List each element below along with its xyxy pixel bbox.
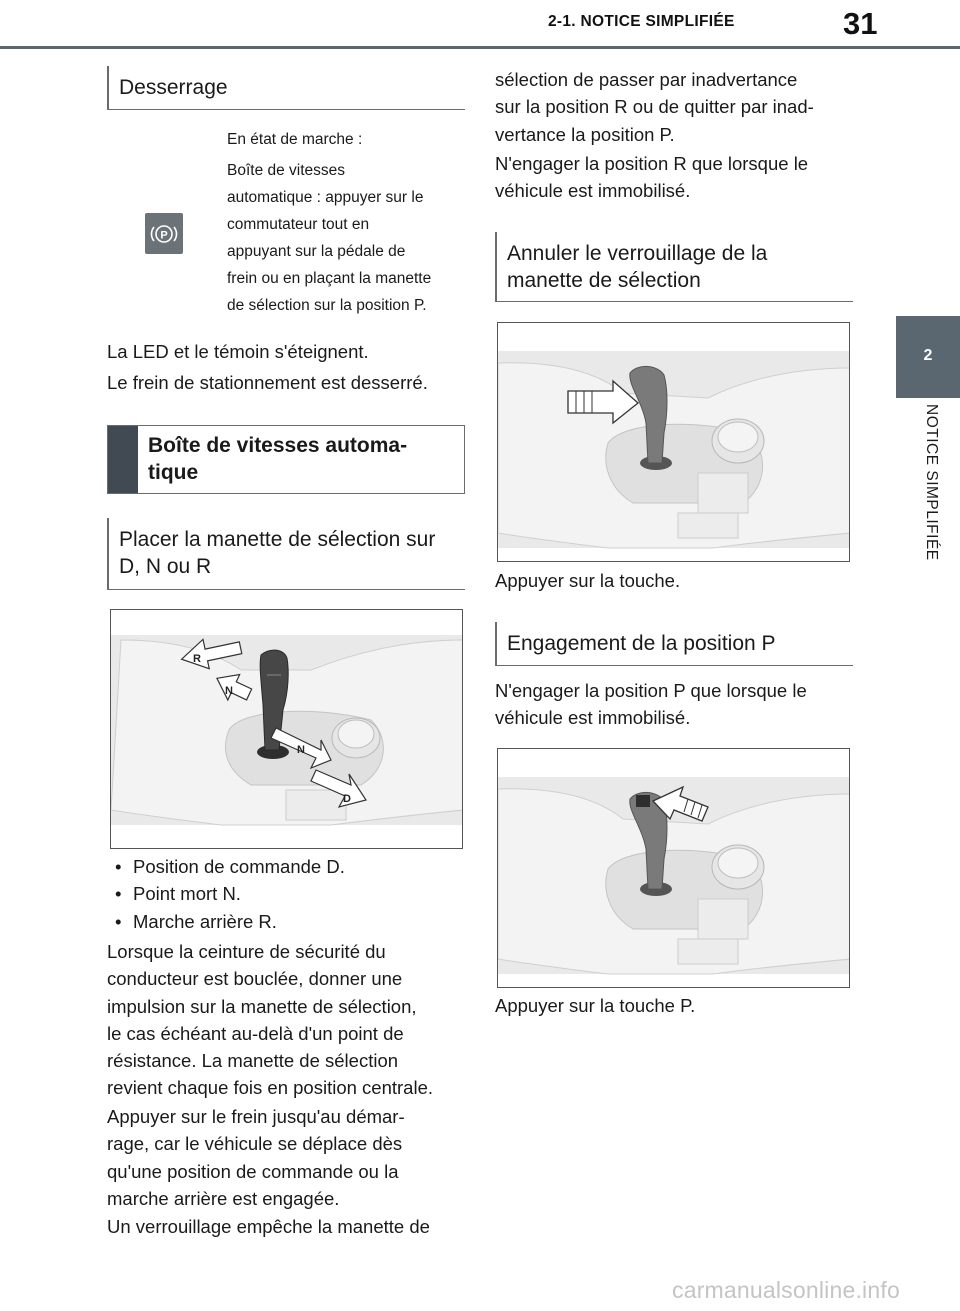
- heading-line: Annuler le verrouillage de la: [507, 242, 768, 265]
- fig-label-n-bottom: N: [297, 744, 305, 756]
- parking-instructions: [227, 126, 467, 319]
- parking-line: commutateur tout en: [227, 216, 370, 233]
- heading-line: tique: [148, 461, 199, 485]
- parking-line: frein ou en plaçant la manette: [227, 270, 432, 287]
- led-text: La LED et le témoin s'éteignent.: [107, 341, 369, 362]
- appuyer-touche-text: Appuyer sur la touche.: [495, 570, 681, 591]
- para-line: véhicule est immobilisé.: [495, 707, 691, 729]
- bullet-item: • Position de commande D.: [107, 853, 467, 880]
- paragraph-engager-p: [495, 677, 865, 732]
- chapter-number: 2: [923, 347, 933, 364]
- page-number: 31: [843, 6, 878, 41]
- parking-brake-switch-icon: [145, 213, 183, 254]
- parking-line: En état de marche :: [227, 131, 363, 148]
- para-line: sélection de passer par inadvertance: [495, 69, 798, 90]
- para-line: conducteur est bouclée, donner une: [107, 968, 403, 990]
- svg-text:P: P: [160, 229, 168, 241]
- para-line: vertance la position P.: [495, 123, 675, 145]
- parking-line: appuyant sur la pédale de: [227, 243, 406, 260]
- running-header-section: 2-1. NOTICE SIMPLIFIÉE: [548, 13, 735, 30]
- heading-line: Placer la manette de sélection sur: [119, 528, 436, 551]
- para-line: impulsion sur la manette de sélection,: [107, 995, 417, 1017]
- paragraph-ceinture: [107, 938, 477, 1102]
- parking-line: de sélection sur la position P.: [227, 297, 427, 314]
- figure-unlock-button: [497, 322, 850, 562]
- heading-desserrage: [107, 66, 465, 110]
- bullet-text: Position de commande D.: [133, 856, 345, 877]
- paragraph-frein: [107, 1103, 477, 1212]
- watermark: carmanualsonline.info: [672, 1277, 900, 1303]
- fig-label-r: R: [193, 653, 201, 665]
- para-line: Lorsque la ceinture de sécurité du: [107, 941, 386, 962]
- heading-engagement-p: [495, 622, 853, 666]
- paragraph-verrouillage-start: Un verrouillage empêche la manette de: [107, 1216, 430, 1237]
- heading-annuler-verrouillage: [495, 232, 853, 302]
- heading-engagement-text: Engagement de la position P: [507, 632, 776, 655]
- bullet-item: • Marche arrière R.: [107, 908, 467, 935]
- bullet-item: • Point mort N.: [107, 880, 467, 907]
- paragraph-verrouillage-cont: [495, 66, 865, 148]
- paragraph-engager-r: [495, 150, 865, 205]
- chapter-label: NOTICE SIMPLIFIÉE: [923, 404, 940, 561]
- figure-p-button: [497, 748, 850, 988]
- para-line: résistance. La manette de sélection: [107, 1050, 399, 1072]
- heading-desserrage-text: Desserrage: [119, 76, 228, 99]
- heading-boite-text: [138, 426, 417, 493]
- heading-line: Boîte de vitesses automa-: [148, 434, 408, 457]
- fig-label-n-top: N: [225, 685, 233, 697]
- figure-selector-lever-drn: [110, 609, 463, 849]
- brake-released-text: Le frein de stationnement est desserré.: [107, 372, 428, 393]
- heading-accent-bar: [108, 426, 138, 493]
- para-line: N'engager la position P que lorsque le: [495, 680, 807, 701]
- header-rule: [0, 46, 960, 49]
- para-line: N'engager la position R que lorsque le: [495, 153, 809, 174]
- para-line: le cas échéant au-delà d'un point de: [107, 1022, 404, 1044]
- bullet-list: [107, 853, 467, 935]
- heading-line: manette de sélection: [507, 269, 701, 293]
- para-line: Appuyer sur le frein jusqu'au démar-: [107, 1106, 405, 1127]
- para-line: rage, car le véhicule se déplace dès: [107, 1133, 403, 1155]
- bullet-text: Point mort N.: [133, 883, 241, 905]
- bullet-text: Marche arrière R.: [133, 910, 277, 932]
- para-line: sur la position R ou de quitter par inad-: [495, 96, 814, 118]
- para-line: qu'une position de commande ou la: [107, 1160, 399, 1182]
- heading-line: D, N ou R: [119, 555, 212, 579]
- para-line: revient chaque fois en position centrale.: [107, 1077, 434, 1099]
- heading-boite-automatique: [107, 425, 465, 494]
- parking-line: automatique : appuyer sur le: [227, 189, 424, 206]
- para-line: véhicule est immobilisé.: [495, 180, 691, 202]
- heading-placer-manette: [107, 518, 465, 590]
- parking-line: Boîte de vitesses: [227, 162, 346, 179]
- chapter-tab: [896, 316, 960, 398]
- appuyer-touche-p-text: Appuyer sur la touche P.: [495, 995, 696, 1016]
- fig-label-d: D: [343, 793, 351, 805]
- para-line: marche arrière est engagée.: [107, 1187, 340, 1209]
